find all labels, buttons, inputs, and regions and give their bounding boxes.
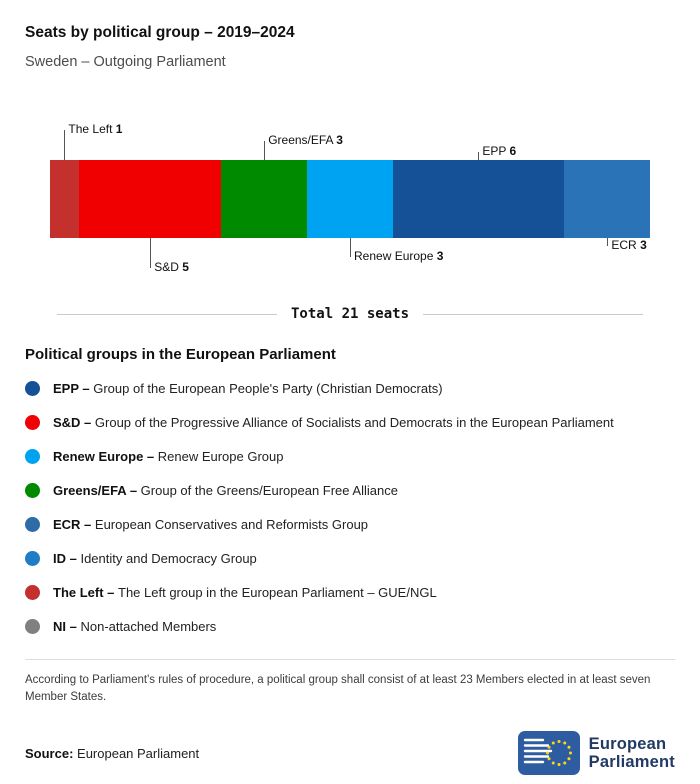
bar-callout-greens-efa: Greens/EFA 3	[268, 133, 343, 147]
callout-line-greens-efa	[264, 141, 265, 160]
legend-dot-greens-efa	[25, 483, 40, 498]
chart-area	[50, 116, 650, 280]
bar-callout-s-d: S&D 5	[154, 260, 189, 274]
legend-label-ni: NI – Non-attached Members	[53, 618, 217, 634]
legend-list	[25, 371, 675, 643]
stacked-bar	[50, 160, 650, 238]
legend-label-renew-europe: Renew Europe – Renew Europe Group	[53, 448, 284, 464]
total-seats-row	[57, 306, 643, 322]
legend-dot-ecr	[25, 517, 40, 532]
legend-item-the-left	[25, 575, 675, 609]
callout-line-ecr	[607, 238, 608, 246]
legend-label-greens-efa: Greens/EFA – Group of the Greens/European Free Alliance	[53, 482, 398, 498]
legend-item-ecr	[25, 507, 675, 541]
bar-segment-ecr	[564, 160, 650, 238]
legend	[25, 346, 675, 643]
callout-line-s-d	[150, 238, 151, 268]
bar-segment-renew-europe	[307, 160, 393, 238]
legend-label-the-left: The Left – The Left group in the European Parliament – GUE/NGL	[53, 584, 437, 600]
source-label: Source:	[25, 745, 74, 761]
total-rule-left	[57, 314, 277, 315]
bar-callout-renew-europe: Renew Europe 3	[354, 249, 444, 263]
bar-segment-s-d	[79, 160, 222, 238]
legend-label-id: ID – Identity and Democracy Group	[53, 550, 257, 566]
bar-callout-the-left: The Left 1	[68, 122, 123, 136]
legend-label-ecr: ECR – European Conservatives and Reformists Group	[53, 516, 369, 532]
bar-segment-epp	[393, 160, 564, 238]
european-parliament-logo	[518, 731, 675, 775]
legend-item-id	[25, 541, 675, 575]
legend-item-epp	[25, 371, 675, 405]
total-seats-label: Total 21 seats	[291, 306, 410, 322]
legend-item-ni	[25, 609, 675, 643]
legend-dot-the-left	[25, 585, 40, 600]
footnote: According to Parliament's rules of procedure, a political group shall consist of at least 23 Members elected in at least seven Member States.	[25, 673, 651, 704]
callout-line-epp	[478, 152, 479, 160]
bar-callout-epp: EPP 6	[482, 144, 517, 158]
total-rule-right	[423, 314, 643, 315]
legend-label-epp: EPP – Group of the European People's Party (Christian Democrats)	[53, 380, 443, 396]
legend-dot-id	[25, 551, 40, 566]
note-divider	[25, 659, 675, 660]
page-title: Seats by political group – 2019–2024	[25, 24, 295, 41]
legend-item-renew-europe	[25, 439, 675, 473]
legend-dot-s-d	[25, 415, 40, 430]
bar-segment-the-left	[50, 160, 79, 238]
bar-segment-greens-efa	[221, 160, 307, 238]
legend-dot-renew-europe	[25, 449, 40, 464]
ep-emblem-icon	[518, 731, 580, 775]
ep-logo-line2: Parliament	[588, 753, 675, 772]
callout-line-the-left	[64, 130, 65, 160]
ep-logo-line1: European	[588, 734, 667, 753]
legend-heading: Political groups in the European Parliament	[25, 346, 336, 363]
bottom-row	[25, 731, 675, 775]
legend-label-s-d: S&D – Group of the Progressive Alliance of Socialists and Democrats in the European Parliament	[53, 414, 614, 430]
seats-chart	[25, 116, 675, 322]
callout-line-renew-europe	[350, 238, 351, 257]
legend-dot-ni	[25, 619, 40, 634]
legend-dot-epp	[25, 381, 40, 396]
ep-logo-wordmark	[589, 735, 675, 772]
page-subtitle: Sweden – Outgoing Parliament	[25, 54, 226, 70]
source-line	[25, 746, 199, 761]
source-value: European Parliament	[73, 745, 200, 761]
bar-callout-ecr: ECR 3	[611, 238, 647, 252]
legend-item-greens-efa	[25, 473, 675, 507]
legend-item-s-d	[25, 405, 675, 439]
